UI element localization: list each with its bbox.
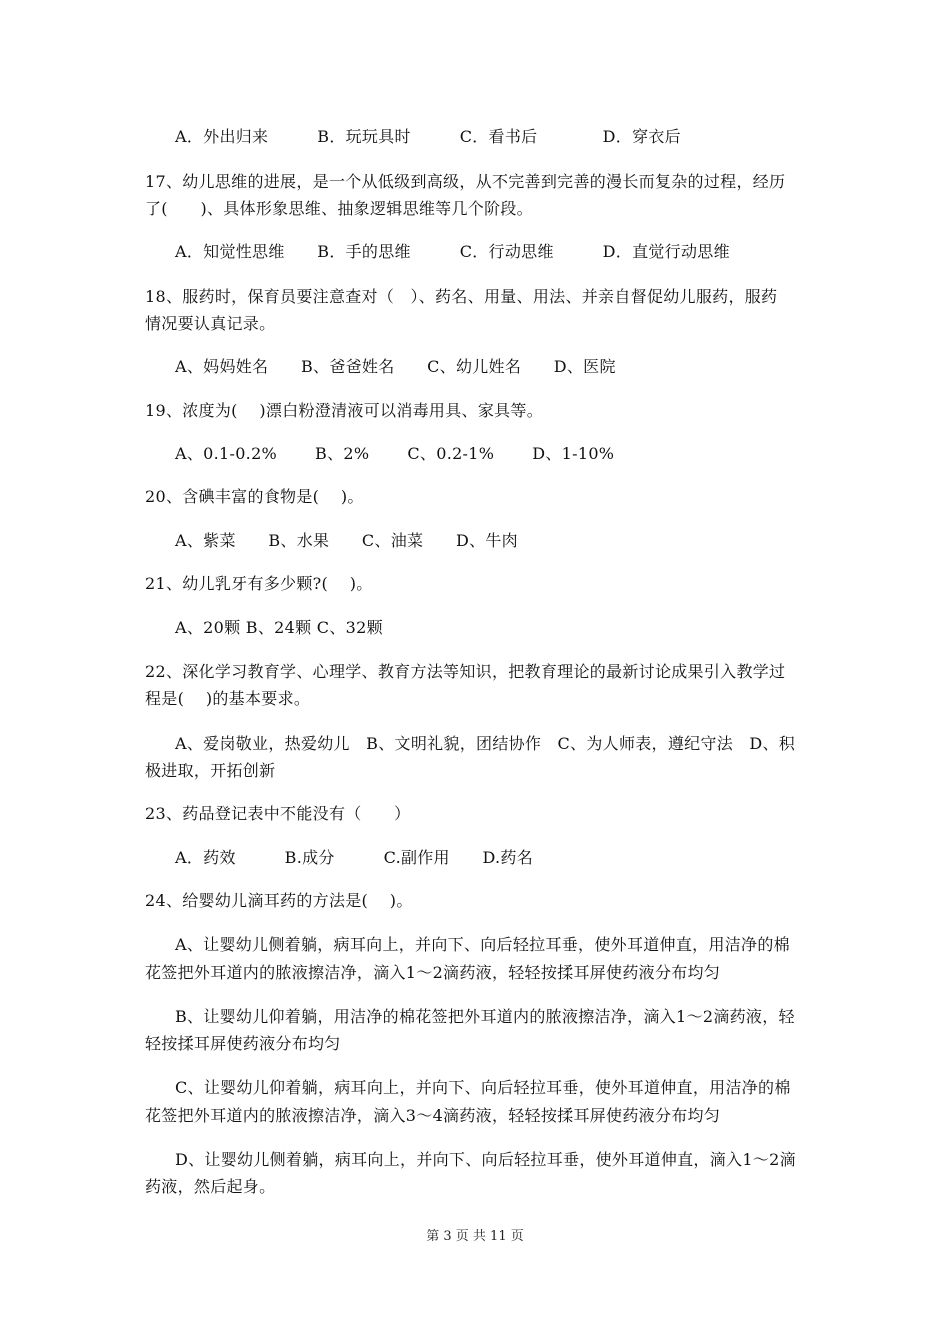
q24-option-d-line1: D、让婴幼儿侧着躺，病耳向上，并向下、向后轻拉耳垂，使外耳道伸直，滴入1～2滴 [175,1150,796,1169]
q17-question-line1: 17、幼儿思维的进展，是一个从低级到高级，从不完善到完善的漫长而复杂的过程，经历 [145,172,786,191]
q22-options-line2: 极进取，开拓创新 [145,761,276,780]
q24-option-c-line1: C、让婴幼儿仰着躺，病耳向上，并向下、向后轻拉耳垂，使外耳道伸直，用洁净的棉 [175,1078,791,1097]
q18-options: A、妈妈姓名 B、爸爸姓名 C、幼儿姓名 D、医院 [175,357,616,376]
q24-option-b-line2: 轻按揉耳屏使药液分布均匀 [145,1034,341,1053]
q24-question: 24、给婴幼儿滴耳药的方法是( )。 [145,891,413,910]
q19-question: 19、浓度为( )漂白粉澄清液可以消毒用具、家具等。 [145,401,544,420]
page-number-footer: 第 3 页 共 11 页 [426,1229,524,1244]
q24-option-a-line2: 花签把外耳道内的脓液擦洁净，滴入1～2滴药液，轻轻按揉耳屏使药液分布均匀 [145,963,721,982]
q16-options: A．外出归来 B．玩玩具时 C．看书后 D．穿衣后 [175,127,681,146]
q17-question-line2: 了( )、具体形象思维、抽象逻辑思维等几个阶段。 [145,199,533,218]
q22-options-line1: A、爱岗敬业，热爱幼儿 B、文明礼貌，团结协作 C、为人师表，遵纪守法 D、积 [175,734,796,753]
q24-option-c-line2: 花签把外耳道内的脓液擦洁净，滴入3～4滴药液，轻轻按揉耳屏使药液分布均匀 [145,1106,721,1125]
q20-question: 20、含碘丰富的食物是( )。 [145,487,364,506]
q22-question-line1: 22、深化学习教育学、心理学、教育方法等知识，把教育理论的最新讨论成果引入教学过 [145,662,786,681]
q24-option-d-line2: 药液，然后起身。 [145,1177,276,1196]
q24-option-a-line1: A、让婴幼儿侧着躺，病耳向上，并向下、向后轻拉耳垂，使外耳道伸直，用洁净的棉 [175,935,790,954]
q18-question-line2: 情况要认真记录。 [145,314,276,333]
q19-options: A、0.1-0.2% B、2% C、0.2-1% D、1-10% [175,444,615,463]
q22-question-line2: 程是( )的基本要求。 [145,689,311,708]
q21-options: A、20颗 B、24颗 C、32颗 [175,618,383,637]
q23-question: 23、药品登记表中不能没有（ ） [145,804,411,823]
q24-option-b-line1: B、让婴幼儿仰着躺，用洁净的棉花签把外耳道内的脓液擦洁净，滴入1～2滴药液，轻 [175,1007,795,1026]
q23-options: A．药效 B.成分 C.副作用 D.药名 [175,848,534,867]
q20-options: A、紫菜 B、水果 C、油菜 D、牛肉 [175,531,518,550]
q18-question-line1: 18、服药时，保育员要注意查对（ ）、药名、用量、用法、并亲自督促幼儿服药，服药 [145,287,778,306]
q17-options: A．知觉性思维 B．手的思维 C．行动思维 D．直觉行动思维 [175,242,730,261]
q21-question: 21、幼儿乳牙有多少颗?( )。 [145,574,373,593]
